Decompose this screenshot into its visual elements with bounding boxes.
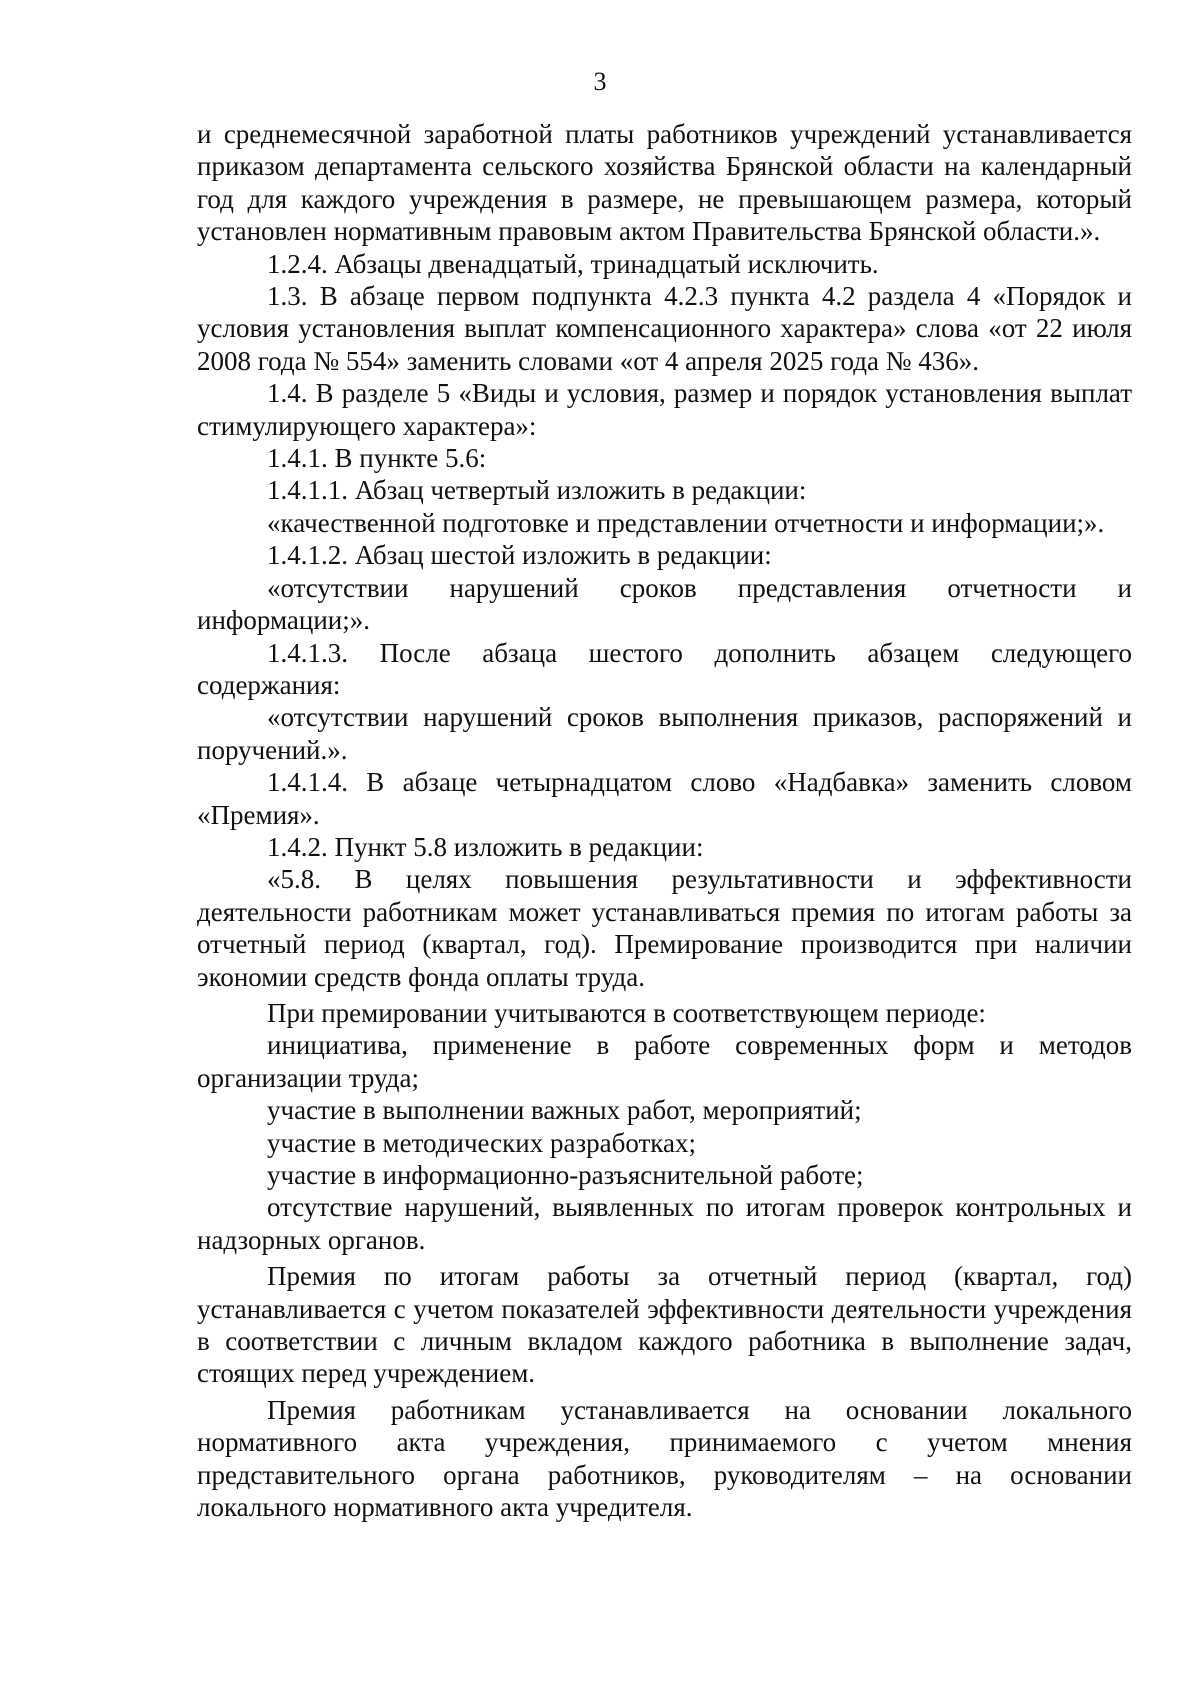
paragraph: 1.4.1.1. Абзац четвертый изложить в редакции: xyxy=(267,475,807,506)
paragraph: участие в информационно-разъяснительной работе; xyxy=(267,1160,864,1190)
paragraph: 1.4.1.4. В абзаце четырнадцатом слово «Надбавка» заменить словом «Премия». xyxy=(197,767,1132,830)
paragraph: отсутствие нарушений, выявленных по итогам проверок контрольных и надзорных органов. xyxy=(197,1192,1132,1255)
paragraph: 1.4.2. Пункт 5.8 изложить в редакции: xyxy=(267,831,704,862)
paragraph: Премия работникам устанавливается на основании локального нормативного акта учреждения, принимаемого с учетом мнения представительного органа работников, руководителям – на основании локального нормативного акта учредителя. xyxy=(197,1394,1132,1523)
paragraph: При премировании учитываются в соответствующем периоде: xyxy=(267,997,986,1028)
page-number: 3 xyxy=(593,67,607,96)
paragraph: 1.3. В абзаце первом подпункта 4.2.3 пункта 4.2 раздела 4 «Порядок и условия установления выплат компенсационного характера» слова «от 22 июля 2008 года № 554» заменить словами «от 4 апреля 2025 года № 436». xyxy=(197,281,1132,376)
paragraph: Премия по итогам работы за отчетный период (квартал, год) устанавливается с учетом показателей эффективности деятельности учреждения в соответствии с личным вкладом каждого работника в выполнение задач, стоящих перед учреждением. xyxy=(197,1261,1132,1389)
paragraph: и среднемесячной заработной платы работников учреждений устанавливается приказом департамента сельского хозяйства Брянской области на календарный год для каждого учреждения в размере, не превышающем размера, который установлен нормативным правовым актом Правительства Брянской области.». xyxy=(197,119,1132,247)
paragraph: 1.4.1.3. После абзаца шестого дополнить абзацем следующего содержания: xyxy=(197,637,1132,700)
paragraph: участие в выполнении важных работ, мероприятий; xyxy=(267,1095,862,1126)
paragraph: «отсутствии нарушений сроков выполнения приказов, распоряжений и поручений.». xyxy=(197,702,1132,765)
paragraph: 1.4.1. В пункте 5.6: xyxy=(267,443,487,474)
paragraph: инициатива, применение в работе современных форм и методов организации труда; xyxy=(197,1030,1132,1093)
document-body xyxy=(197,118,1132,1523)
paragraph: 1.4. В разделе 5 «Виды и условия, размер и порядок установления выплат стимулирующего характера»: xyxy=(197,378,1132,441)
paragraph: «отсутствии нарушений сроков представления отчетности и информации;». xyxy=(197,572,1132,636)
paragraph: 1.2.4. Абзацы двенадцатый, тринадцатый исключить. xyxy=(267,248,879,279)
paragraph: «5.8. В целях повышения результативности и эффективности деятельности работникам может устанавливаться премия по итогам работы за отчетный период (квартал, год). Премирование производится при наличии экономии средств фонда оплаты труда. xyxy=(197,864,1132,992)
paragraph: участие в методических разработках; xyxy=(267,1127,696,1158)
paragraph: «качественной подготовке и представлении отчетности и информации;». xyxy=(267,507,1105,538)
paragraph: 1.4.1.2. Абзац шестой изложить в редакции: xyxy=(267,540,772,571)
